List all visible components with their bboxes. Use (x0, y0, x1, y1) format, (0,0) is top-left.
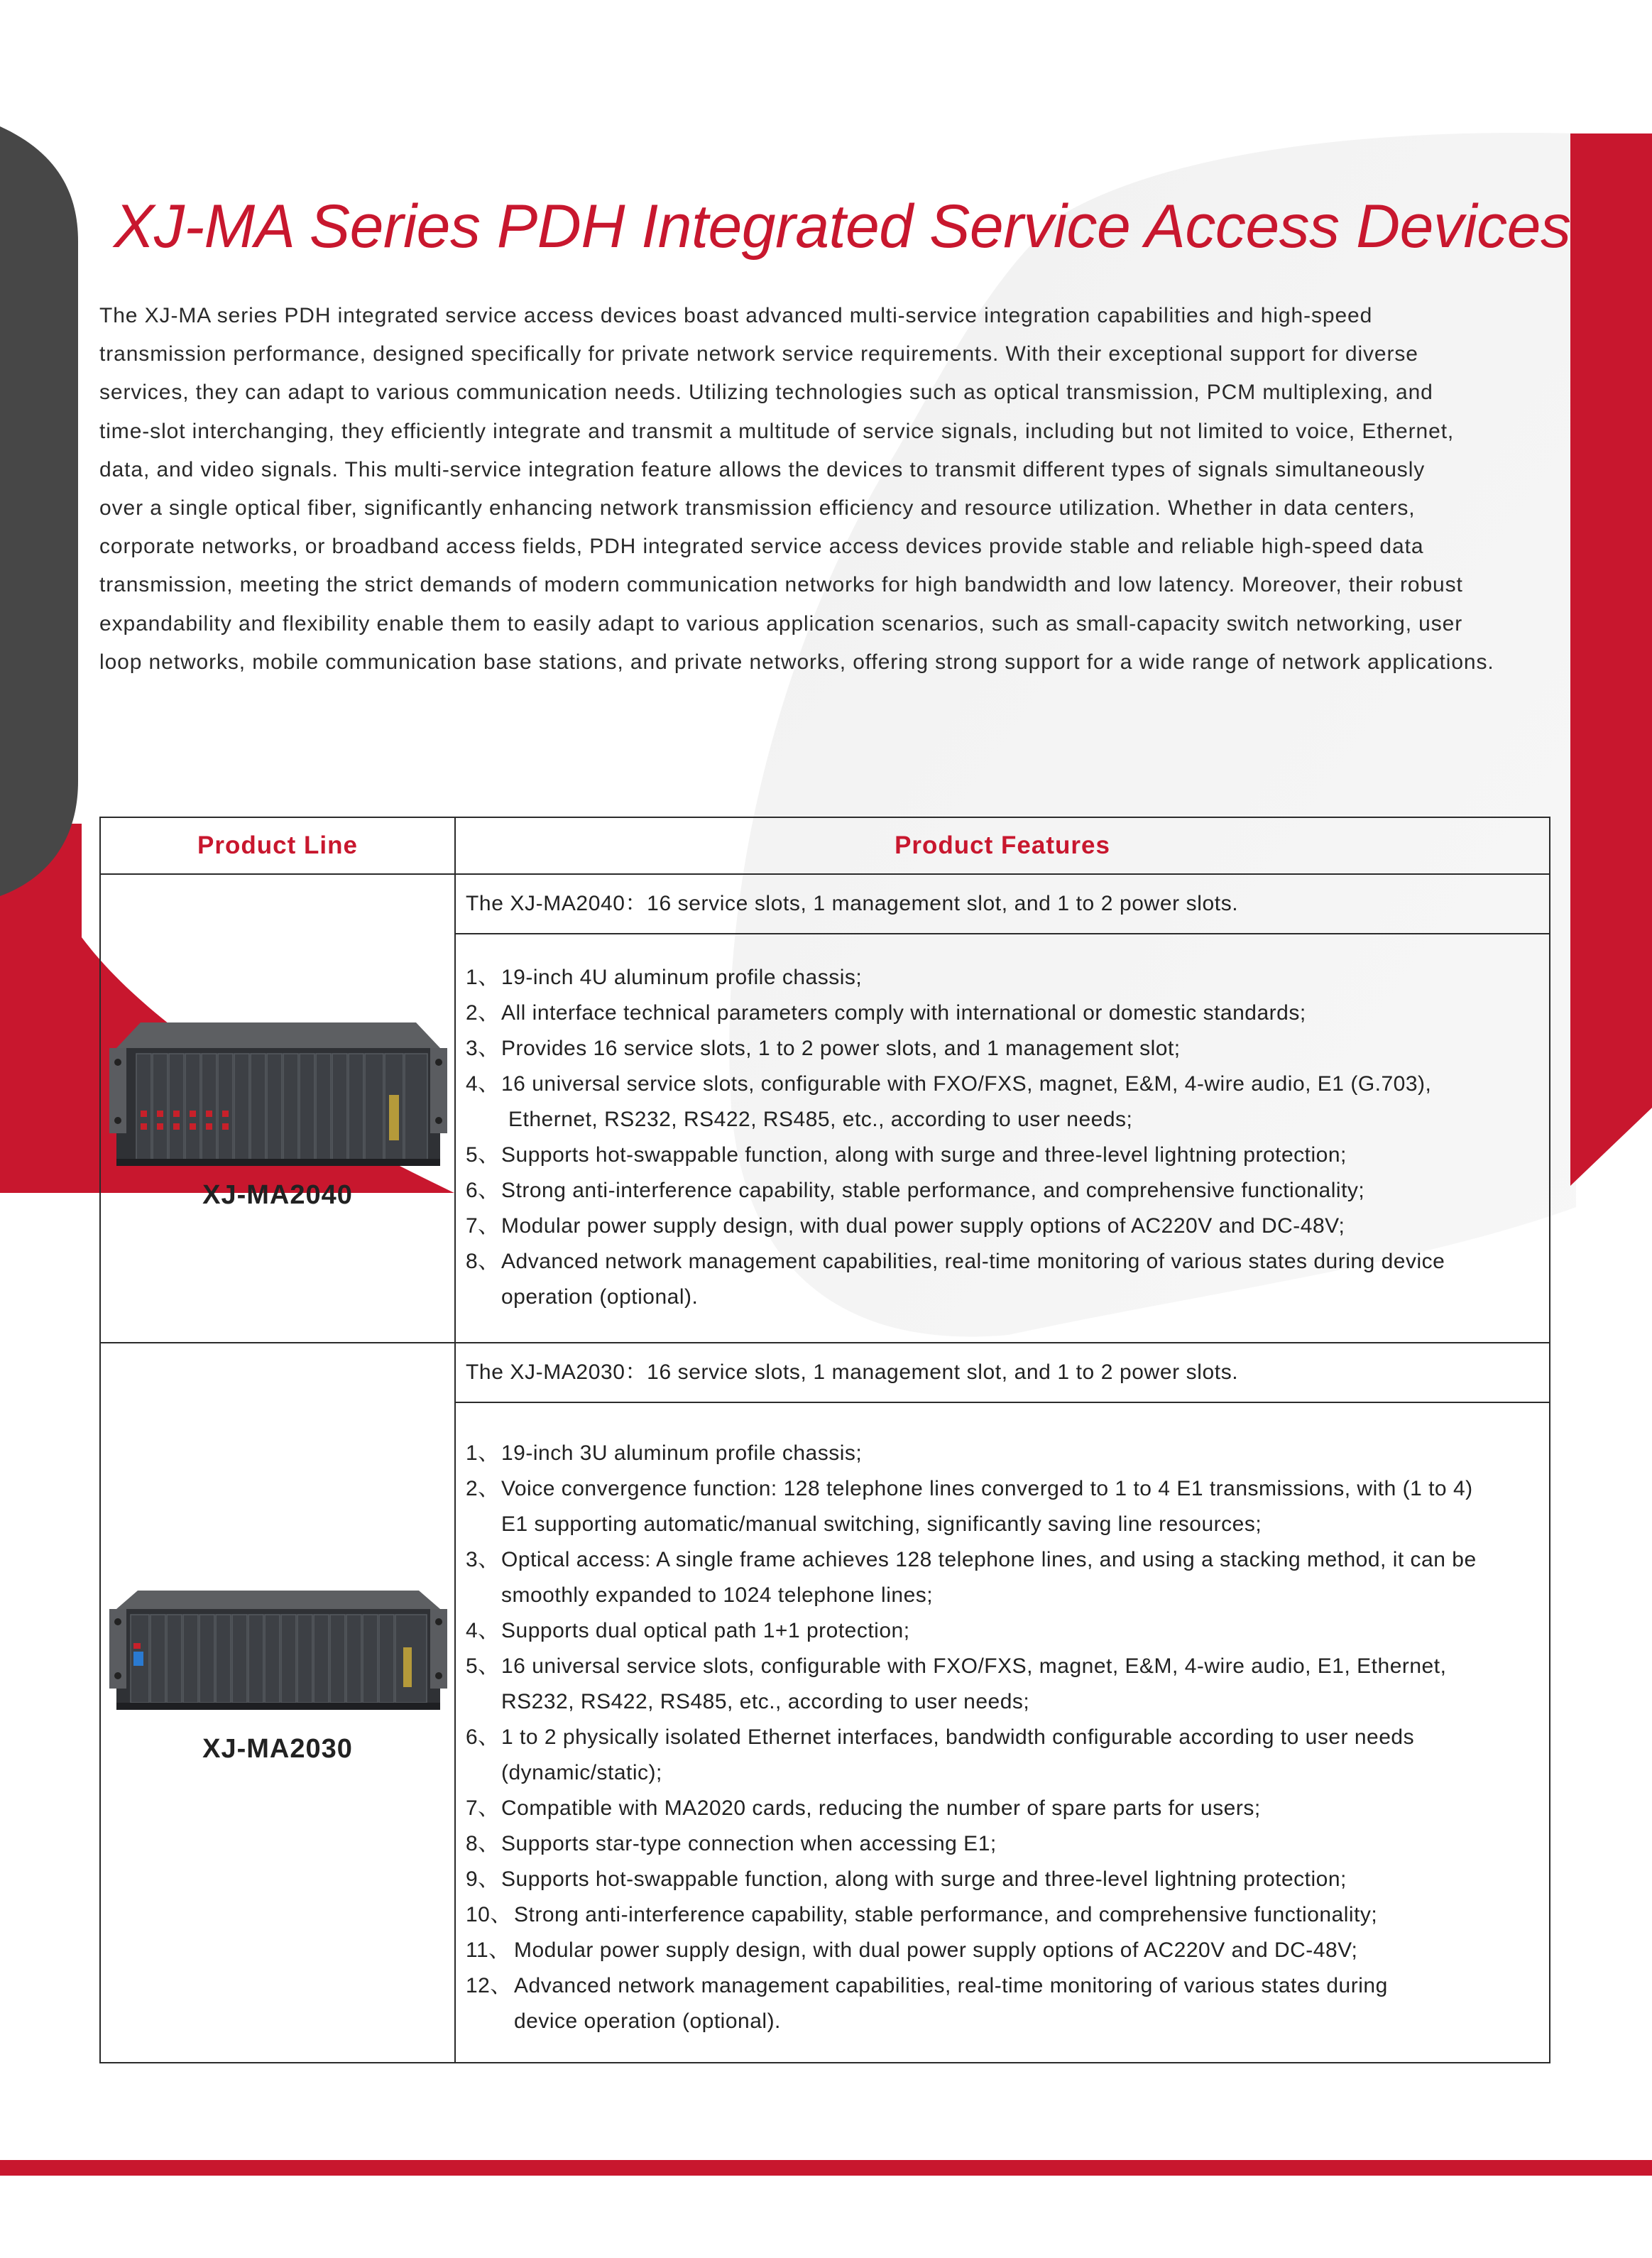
list-item: 5、 16 universal service slots, configurable with FXO/FXS, magnet, E&M, 4-wire audio, E1, Ethernet, RS232, RS422, RS485, etc., according to user needs; (466, 1654, 1447, 1713)
product-name: XJ-MA2040 (202, 1180, 353, 1210)
intro-paragraph (99, 297, 1562, 682)
list-item: 2、 Voice convergence function: 128 telephone lines converged to 1 to 4 E1 transmissions, with (1 to 4) E1 supporting automatic/manual switching, significantly saving line resources; (466, 1477, 1473, 1536)
product-name: XJ-MA2030 (202, 1734, 353, 1764)
product-cell-ma2040 (100, 874, 455, 1343)
intro-line: data, and video signals. This multi-service integration feature allows the devices to transmit different types of signals simultaneously (99, 457, 1426, 481)
header-product-line: Product Line (100, 817, 455, 874)
list-item: 9、 Supports hot-swappable function, along with surge and three-level lightning protection; (466, 1867, 1347, 1891)
list-item: 1、 19-inch 4U aluminum profile chassis; (466, 966, 863, 989)
table-header-row (100, 817, 1550, 874)
table-row (100, 874, 1550, 934)
intro-line: services, they can adapt to various communication needs. Utilizing technologies such as optical transmission, PCM multiplexing, and (99, 381, 1433, 405)
list-item: 7、 Compatible with MA2020 cards, reducing the number of spare parts for users; (466, 1796, 1261, 1820)
list-item: 1、 19-inch 3U aluminum profile chassis; (466, 1441, 863, 1465)
intro-line: transmission performance, designed specifically for private network service requirements. With their exceptional support for diverse (99, 342, 1418, 366)
intro-line: corporate networks, or broadband access fields, PDH integrated service access devices provide stable and reliable high-speed data (99, 535, 1424, 559)
intro-line: expandability and flexibility enable them to easily adapt to various application scenarios, such as small-capacity switch networking, user (99, 611, 1463, 636)
list-item: 7、 Modular power supply design, with dual power supply options of AC220V and DC-48V; (466, 1214, 1345, 1238)
product-table (99, 817, 1550, 2063)
list-item: 2、 All interface technical parameters comply with international or domestic standards; (466, 1001, 1306, 1025)
intro-line: The XJ-MA series PDH integrated service access devices boast advanced multi-service integration capabilities and high-speed (99, 304, 1373, 327)
product-summary: The XJ-MA2030：16 service slots, 1 management slot, and 1 to 2 power slots. (466, 1360, 1239, 1384)
header-product-features: Product Features (455, 817, 1550, 874)
right-red-band (1570, 133, 1652, 1186)
list-item: 6、 Strong anti-interference capability, stable performance, and comprehensive functionality; (466, 1179, 1365, 1202)
list-item: 10、 Strong anti-interference capability, stable performance, and comprehensive functionality; (466, 1903, 1378, 1926)
intro-line: loop networks, mobile communication base stations, and private networks, offering strong support for a wide range of network applications. (99, 650, 1494, 674)
list-item: 4、 16 universal service slots, configurable with FXO/FXS, magnet, E&M, 4-wire audio, E1 (G.703), Ethernet, RS232, RS422, RS485, etc., according to user needs; (466, 1072, 1432, 1131)
intro-line: time-slot interchanging, they efficiently integrate and transmit a multitude of service signals, including but not limited to voice, Ethernet, (99, 419, 1455, 443)
device-image-ma2030 (109, 1586, 447, 1711)
table-row (100, 1343, 1550, 1402)
list-item: 11、 Modular power supply design, with dual power supply options of AC220V and DC-48V; (466, 1938, 1358, 1962)
feature-list (456, 1403, 1549, 2062)
product-summary-cell (455, 874, 1550, 934)
product-summary: The XJ-MA2040：16 service slots, 1 management slot, and 1 to 2 power slots. (466, 892, 1239, 915)
list-item: 8、 Supports star-type connection when accessing E1; (466, 1832, 997, 1855)
page-title: XJ-MA Series PDH Integrated Service Access Devices (114, 192, 1571, 261)
feature-list-cell (455, 1402, 1550, 2063)
list-item: 12、 Advanced network management capabilities, real-time monitoring of various states during device operation (optional). (466, 1974, 1388, 2033)
intro-line: transmission, meeting the strict demands of modern communication networks for high bandwidth and low latency. Moreover, their robust (99, 573, 1463, 597)
bottom-accent-bar (0, 2160, 1652, 2176)
device-image-ma2040 (109, 1017, 447, 1167)
list-item: 8、 Advanced network management capabilities, real-time monitoring of various states during device operation (optional). (466, 1250, 1445, 1309)
feature-list (456, 934, 1549, 1342)
feature-list-cell (455, 934, 1550, 1343)
list-item: 3、 Provides 16 service slots, 1 to 2 power slots, and 1 management slot; (466, 1037, 1181, 1060)
list-item: 6、 1 to 2 physically isolated Ethernet interfaces, bandwidth configurable according to user needs (dynamic/static); (466, 1725, 1415, 1784)
intro-line: over a single optical fiber, significantly enhancing network transmission efficiency and resource utilization. Whether in data centers, (99, 496, 1416, 520)
left-dark-block (0, 126, 78, 896)
product-summary-cell (455, 1343, 1550, 1402)
list-item: 5、 Supports hot-swappable function, along with surge and three-level lightning protection; (466, 1143, 1347, 1167)
product-cell-ma2030 (100, 1343, 455, 2063)
list-item: 3、 Optical access: A single frame achieves 128 telephone lines, and using a stacking method, it can be smoothly expanded to 1024 telephone lines; (466, 1548, 1477, 1607)
list-item: 4、 Supports dual optical path 1+1 protection; (466, 1619, 910, 1642)
